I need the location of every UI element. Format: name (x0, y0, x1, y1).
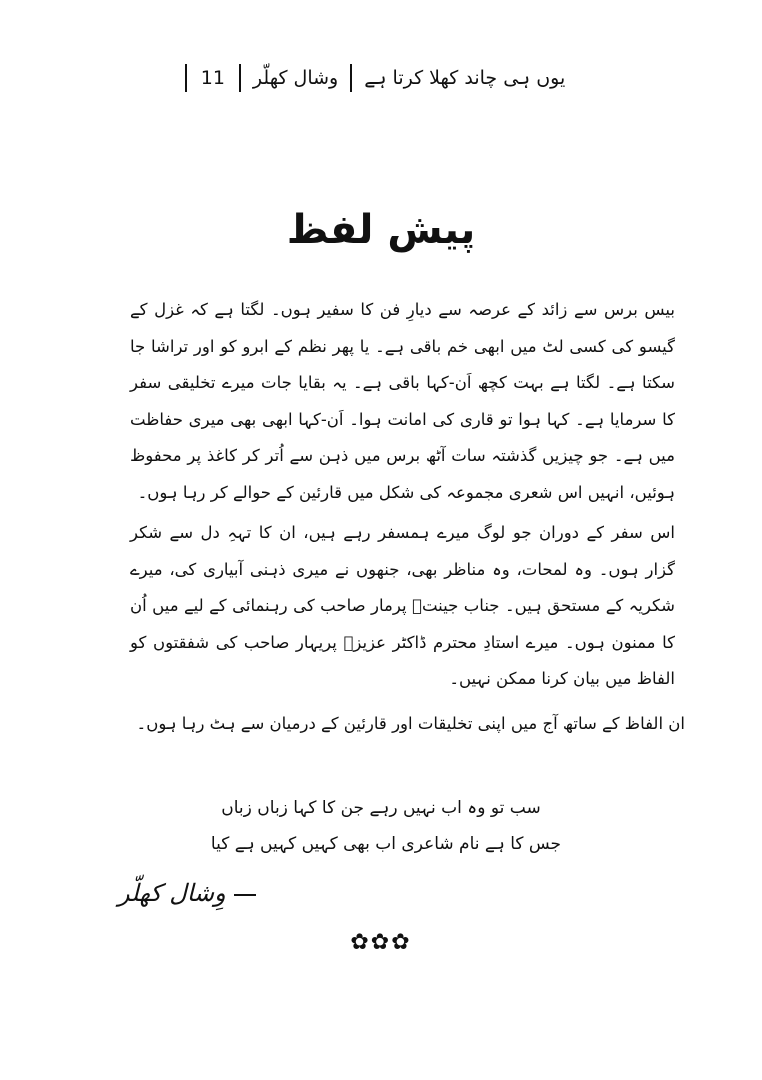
verse-line: سب تو وہ اب نہیں رہے جن کا کہا زباں زباں (221, 798, 541, 818)
header-book-title: یوں ہی چاند کھلا کرتا ہے (364, 67, 566, 89)
author-signature (118, 868, 318, 918)
header-separator (185, 64, 187, 92)
page-number: 11 (200, 67, 225, 89)
paragraph: بیس برس سے زائد کے عرصہ سے دیارِ فن کا سفیر ہوں۔ لگتا ہے کہ غزل کے گیسو کی کسی لٹ میں ابھی خم باقی ہے۔ یا پھر نظم کے ابرو کو اور تراشا جا سکتا ہے۔ لگتا ہے بہت کچھ اَن-کہا باقی ہے۔ یہ بقایا جات میرے تخلیقی سفر کا سرمایا ہے۔ کہا ہوا تو قاری کی امانت ہوا۔ اَن-کہا ابھی بھی میری حفاظت میں ہے۔ جو چیزیں گذشتہ سات آٹھ برس میں ذہن سے اُتر کر کاغذ پر محفوظ ہوئیں، انہیں اس شعری مجموعہ کی شکل میں قارئین کے حوالے کر رہا ہوں۔ (130, 300, 675, 502)
running-header (0, 58, 762, 98)
ornament-divider: ✿✿✿ (350, 930, 412, 955)
preface-body (130, 292, 685, 742)
header-separator (239, 64, 241, 92)
verse-couplet (0, 790, 762, 862)
paragraph: اس سفر کے دوران جو لوگ میرے ہمسفر رہے ہیں، ان کا تہہِ دل سے شکر گزار ہوں۔ وہ لمحات، وہ مناظر بھی، جنھوں نے میری ذہنی آبیاری کی، میرے شکریہ کے مستحق ہیں۔ جناب جینتؔ پرمار صاحب کی رہنمائی کے لیے میں اُن کا ممنون ہوں۔ میرے استادِ محترم ڈاکٹر عزیزؔ پریہار صاحب کی شفقتوں کو الفاظ میں بیان کرنا ممکن نہیں۔ (130, 523, 675, 688)
page-title: پیش لفظ (286, 207, 476, 253)
signature-text: وِشال کھلّر (118, 879, 226, 907)
verse-line: جس کا ہے نام شاعری اب بھی کہیں کہیں ہے کیا (210, 834, 562, 854)
paragraph: ان الفاظ کے ساتھ آج میں اپنی تخلیقات اور قارئین کے درمیان سے ہٹ رہا ہوں۔ (136, 713, 685, 733)
signature-dash (234, 894, 256, 896)
header-author: وشال کھلّر (252, 67, 339, 89)
header-separator (350, 64, 352, 92)
